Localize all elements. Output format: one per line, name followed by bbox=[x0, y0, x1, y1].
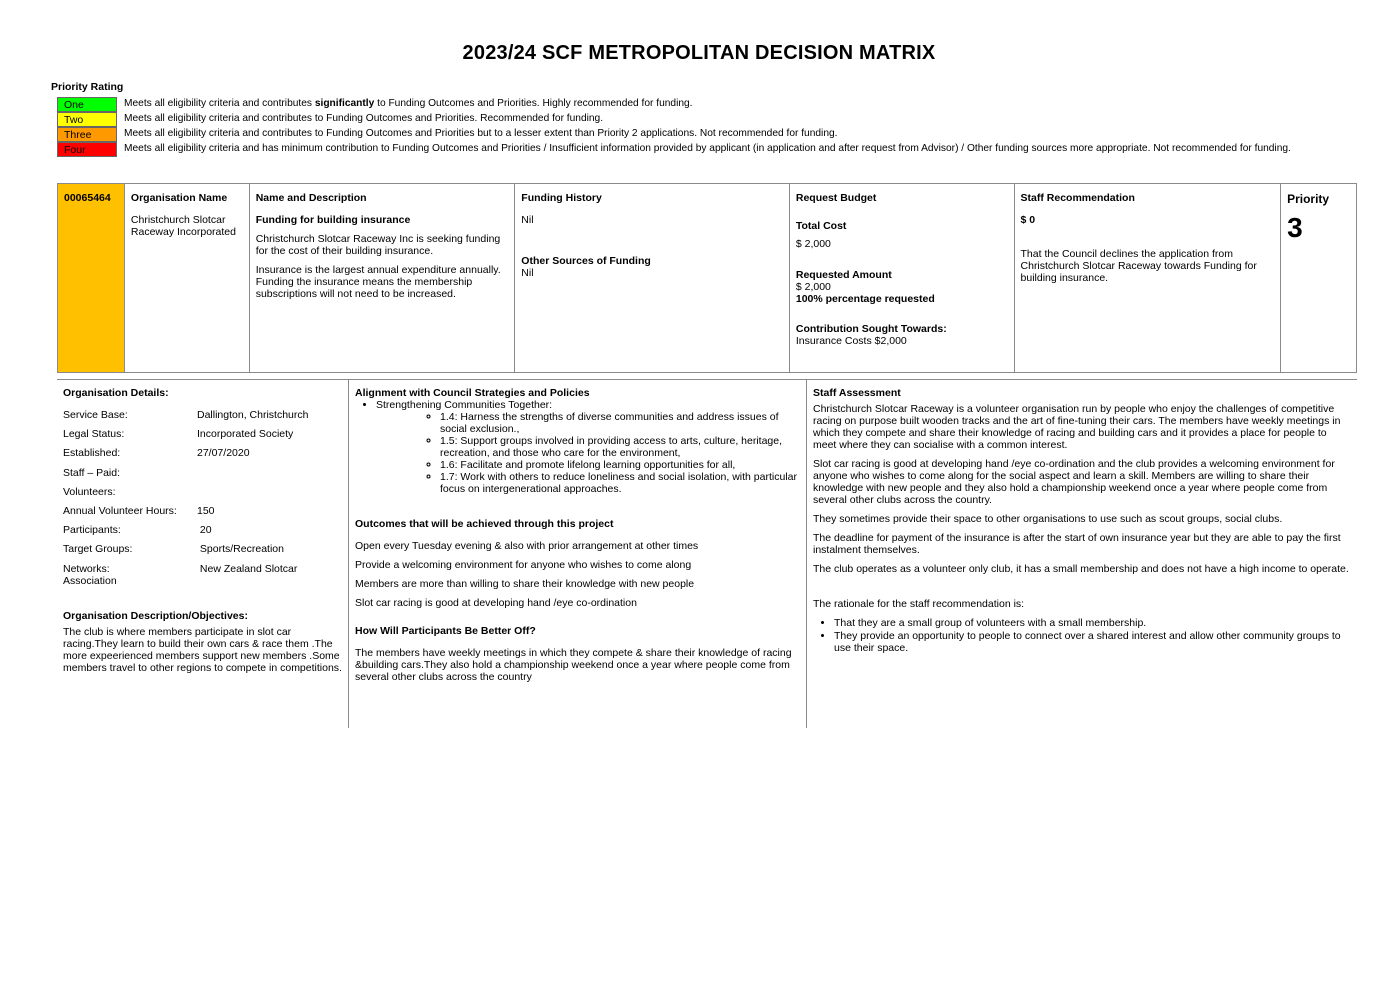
priority-text-four: Meets all eligibility criteria and has minimum contribution to Funding Outcomes and Priorities / Insufficient information provided by applicant (in application and after request from Advisor) / Other funding sources more appropriate. Not recommended for funding. bbox=[124, 143, 1291, 154]
request-budget-header: Request Budget bbox=[795, 192, 877, 204]
detail-value: Incorporated Society bbox=[197, 428, 294, 441]
organisation-description: The club is where members participate in slot car racing.They learn to build their own cars & race them .The more expeerienced members support new members .Some members travel to other regions to compete in competitions. bbox=[63, 625, 342, 674]
outcome-item: Members are more than willing to share their knowledge with new people bbox=[355, 578, 695, 590]
recommended-amount: $ 0 bbox=[1020, 214, 1036, 226]
priority-rating-heading: Priority Rating bbox=[51, 81, 124, 93]
detail-row bbox=[63, 543, 342, 555]
assessment-paragraph: Christchurch Slotcar Raceway is a volunteer organisation run by people who enjoy the challenges of competitive racing on purpose built wooden tracks and the art of fine-tuning their cars. The members have weekly meetings in which they compete and share their knowledge of racing and building cars and it provides a place for people to meet where they can socialise with a common interest. bbox=[813, 403, 1341, 451]
priority-rating-legend bbox=[57, 97, 1327, 157]
detail-value: 150 bbox=[197, 504, 215, 517]
detail-key: Staff – Paid: bbox=[63, 466, 121, 479]
rationale-item: • They provide an opportunity to people to connect over a shared interest and allow other community groups to use their space. bbox=[834, 630, 1351, 654]
priority-text-two: Meets all eligibility criteria and contributes to Funding Outcomes and Priorities. Recommended for funding. bbox=[124, 113, 604, 124]
page-title: 2023/24 SCF METROPOLITAN DECISION MATRIX bbox=[462, 42, 936, 64]
staff-recommendation-cell bbox=[1015, 184, 1282, 372]
networks-continued: Association bbox=[63, 574, 117, 587]
detail-row bbox=[63, 563, 342, 575]
detail-key: Networks: bbox=[63, 562, 110, 575]
detail-key: Legal Status: bbox=[63, 428, 125, 441]
other-funding-header: Other Sources of Funding bbox=[521, 255, 651, 267]
priority-row-two bbox=[57, 112, 1327, 127]
priority-swatch-two: Two bbox=[57, 112, 117, 127]
name-description-cell bbox=[250, 184, 516, 372]
outcome-item: Provide a welcoming environment for anyone who wishes to come along bbox=[355, 559, 692, 571]
organisation-details-column bbox=[57, 380, 349, 728]
organisation-name-cell bbox=[125, 184, 250, 372]
organisation-name: Christchurch Slotcar Raceway Incorporated bbox=[130, 214, 236, 238]
priority-text-one: Meets all eligibility criteria and contributes significantly to Funding Outcomes and Priorities. Highly recommended for funding. bbox=[124, 98, 693, 109]
contribution-label: Contribution Sought Towards: bbox=[795, 323, 947, 335]
detail-value: New Zealand Slotcar bbox=[197, 562, 298, 575]
rationale-intro: The rationale for the staff recommendation is: bbox=[813, 598, 1025, 610]
priority-row-four bbox=[57, 142, 1327, 157]
detail-row bbox=[63, 486, 342, 498]
detail-row bbox=[63, 447, 342, 459]
funding-history-header: Funding History bbox=[521, 192, 602, 204]
detail-row bbox=[63, 428, 342, 440]
priority-swatch-one: One bbox=[57, 97, 117, 112]
assessment-paragraph: Slot car racing is good at developing hand /eye co-ordination and the club provides a welcoming environment for anyone who wishes to come along for the social aspect and learn a skill. Members are willing to share their knowledge with new people and they also hold a championship weekend once a year where people come from several other clubs across the country. bbox=[813, 458, 1335, 506]
strategy-item: • Strengthening Communities Together: ◦ 1.4: Harness the strengths of diverse communities and address issues of social exclusion., ◦ 1.5: Support groups involved in providing access to arts, culture, heritage, recreation, and those who care for the environment, ◦ 1.6: Facilitate and promote lifelong learning opportunities for all, ◦ 1.7: Work with others to reduce loneliness and social isolation, with particular focus on intergenerational approaches. bbox=[376, 399, 800, 495]
total-cost-value: $ 2,000 bbox=[795, 238, 831, 250]
detail-row bbox=[63, 409, 342, 421]
detail-value: 27/07/2020 bbox=[197, 447, 250, 460]
detail-key: Service Base: bbox=[63, 409, 128, 421]
funding-history-cell bbox=[515, 184, 790, 372]
outcome-item: Slot car racing is good at developing hand /eye co-ordination bbox=[355, 597, 637, 609]
priority-cell bbox=[1281, 184, 1356, 372]
alignment-header: Alignment with Council Strategies and Policies bbox=[355, 387, 590, 399]
better-off-header: How Will Participants Be Better Off? bbox=[355, 625, 536, 637]
detail-key: Annual Volunteer Hours: bbox=[63, 504, 177, 517]
detail-key: Volunteers: bbox=[63, 485, 116, 498]
requested-amount-value: $ 2,000 bbox=[795, 281, 831, 293]
priority-row-three bbox=[57, 127, 1327, 142]
project-name: Funding for building insurance bbox=[255, 214, 411, 226]
staff-assessment-column bbox=[807, 380, 1357, 728]
organisation-name-header: Organisation Name bbox=[130, 192, 228, 204]
contribution-value: Insurance Costs $2,000 bbox=[795, 335, 907, 347]
project-description-2: Insurance is the largest annual expenditure annually. Funding the insurance means the membership subscriptions will not need to be increased. bbox=[255, 264, 501, 300]
assessment-paragraph: The deadline for payment of the insurance is after the start of own insurance year but they are able to pay the first instalment themselves. bbox=[813, 532, 1341, 556]
requested-amount-label: Requested Amount bbox=[795, 269, 892, 281]
strategy-sub-item: ◦ 1.5: Support groups involved in providing access to arts, culture, heritage, recreation, and those who care for the environment, bbox=[440, 435, 800, 459]
priority-row-one bbox=[57, 97, 1327, 112]
priority-swatch-three: Three bbox=[57, 127, 117, 142]
funding-history-value: Nil bbox=[521, 214, 534, 226]
staff-recommendation-header: Staff Recommendation bbox=[1020, 192, 1135, 204]
outcomes-header: Outcomes that will be achieved through this project bbox=[355, 518, 614, 530]
strategy-sub-item: ◦ 1.4: Harness the strengths of diverse communities and address issues of social exclusion., bbox=[440, 411, 800, 435]
detail-row bbox=[63, 467, 342, 479]
detail-key: Target Groups: bbox=[63, 543, 133, 556]
staff-assessment-header: Staff Assessment bbox=[813, 387, 901, 399]
detail-key: Participants: bbox=[63, 524, 121, 537]
detail-key: Established: bbox=[63, 447, 121, 460]
project-description-1: Christchurch Slotcar Raceway Inc is seeking funding for the cost of their building insurance. bbox=[255, 233, 501, 257]
application-id: 00065464 bbox=[64, 192, 111, 204]
assessment-paragraph: They sometimes provide their space to other organisations to use such as scout groups, social clubs. bbox=[813, 513, 1283, 525]
name-description-header: Name and Description bbox=[255, 192, 367, 204]
detail-value: 20 bbox=[197, 524, 212, 537]
detail-value: Sports/Recreation bbox=[197, 543, 284, 556]
assessment-paragraph: The club operates as a volunteer only club, it has a small membership and does not have a high income to operate. bbox=[813, 563, 1349, 575]
request-budget-cell bbox=[790, 184, 1015, 372]
application-id-cell bbox=[58, 184, 125, 372]
better-off-text: The members have weekly meetings in which they compete & share their knowledge of racing &building cars.They also hold a championship weekend once a year where people come from several other clubs across the country bbox=[355, 647, 792, 683]
organisation-details-header: Organisation Details: bbox=[63, 387, 169, 399]
priority-value: 3 bbox=[1287, 212, 1303, 243]
other-funding-value: Nil bbox=[521, 267, 534, 279]
organisation-description-header: Organisation Description/Objectives: bbox=[63, 609, 248, 622]
percentage-requested: 100% percentage requested bbox=[795, 293, 935, 305]
detail-row bbox=[63, 524, 342, 536]
recommendation-text: That the Council declines the application from Christchurch Slotcar Raceway towards Funding for building insurance. bbox=[1020, 248, 1257, 284]
alignment-column bbox=[349, 380, 807, 728]
outcome-item: Open every Tuesday evening & also with prior arrangement at other times bbox=[355, 540, 699, 552]
priority-header: Priority bbox=[1287, 192, 1330, 206]
priority-swatch-four: Four bbox=[57, 142, 117, 157]
priority-text-three: Meets all eligibility criteria and contributes to Funding Outcomes and Priorities but to a lesser extent than Priority 2 applications. Not recommended for funding. bbox=[124, 128, 838, 139]
strategy-sub-item: ◦ 1.6: Facilitate and promote lifelong learning opportunities for all, bbox=[440, 459, 800, 471]
total-cost-label: Total Cost bbox=[795, 220, 847, 232]
detail-row bbox=[63, 505, 342, 517]
decision-matrix-row bbox=[57, 183, 1357, 373]
details-section bbox=[57, 379, 1357, 728]
strategy-sub-item: ◦ 1.7: Work with others to reduce loneliness and social isolation, with particular focus on intergenerational approaches. bbox=[440, 471, 800, 495]
rationale-item: • That they are a small group of volunteers with a small membership. bbox=[834, 617, 1351, 629]
detail-value: Dallington, Christchurch bbox=[197, 409, 309, 421]
